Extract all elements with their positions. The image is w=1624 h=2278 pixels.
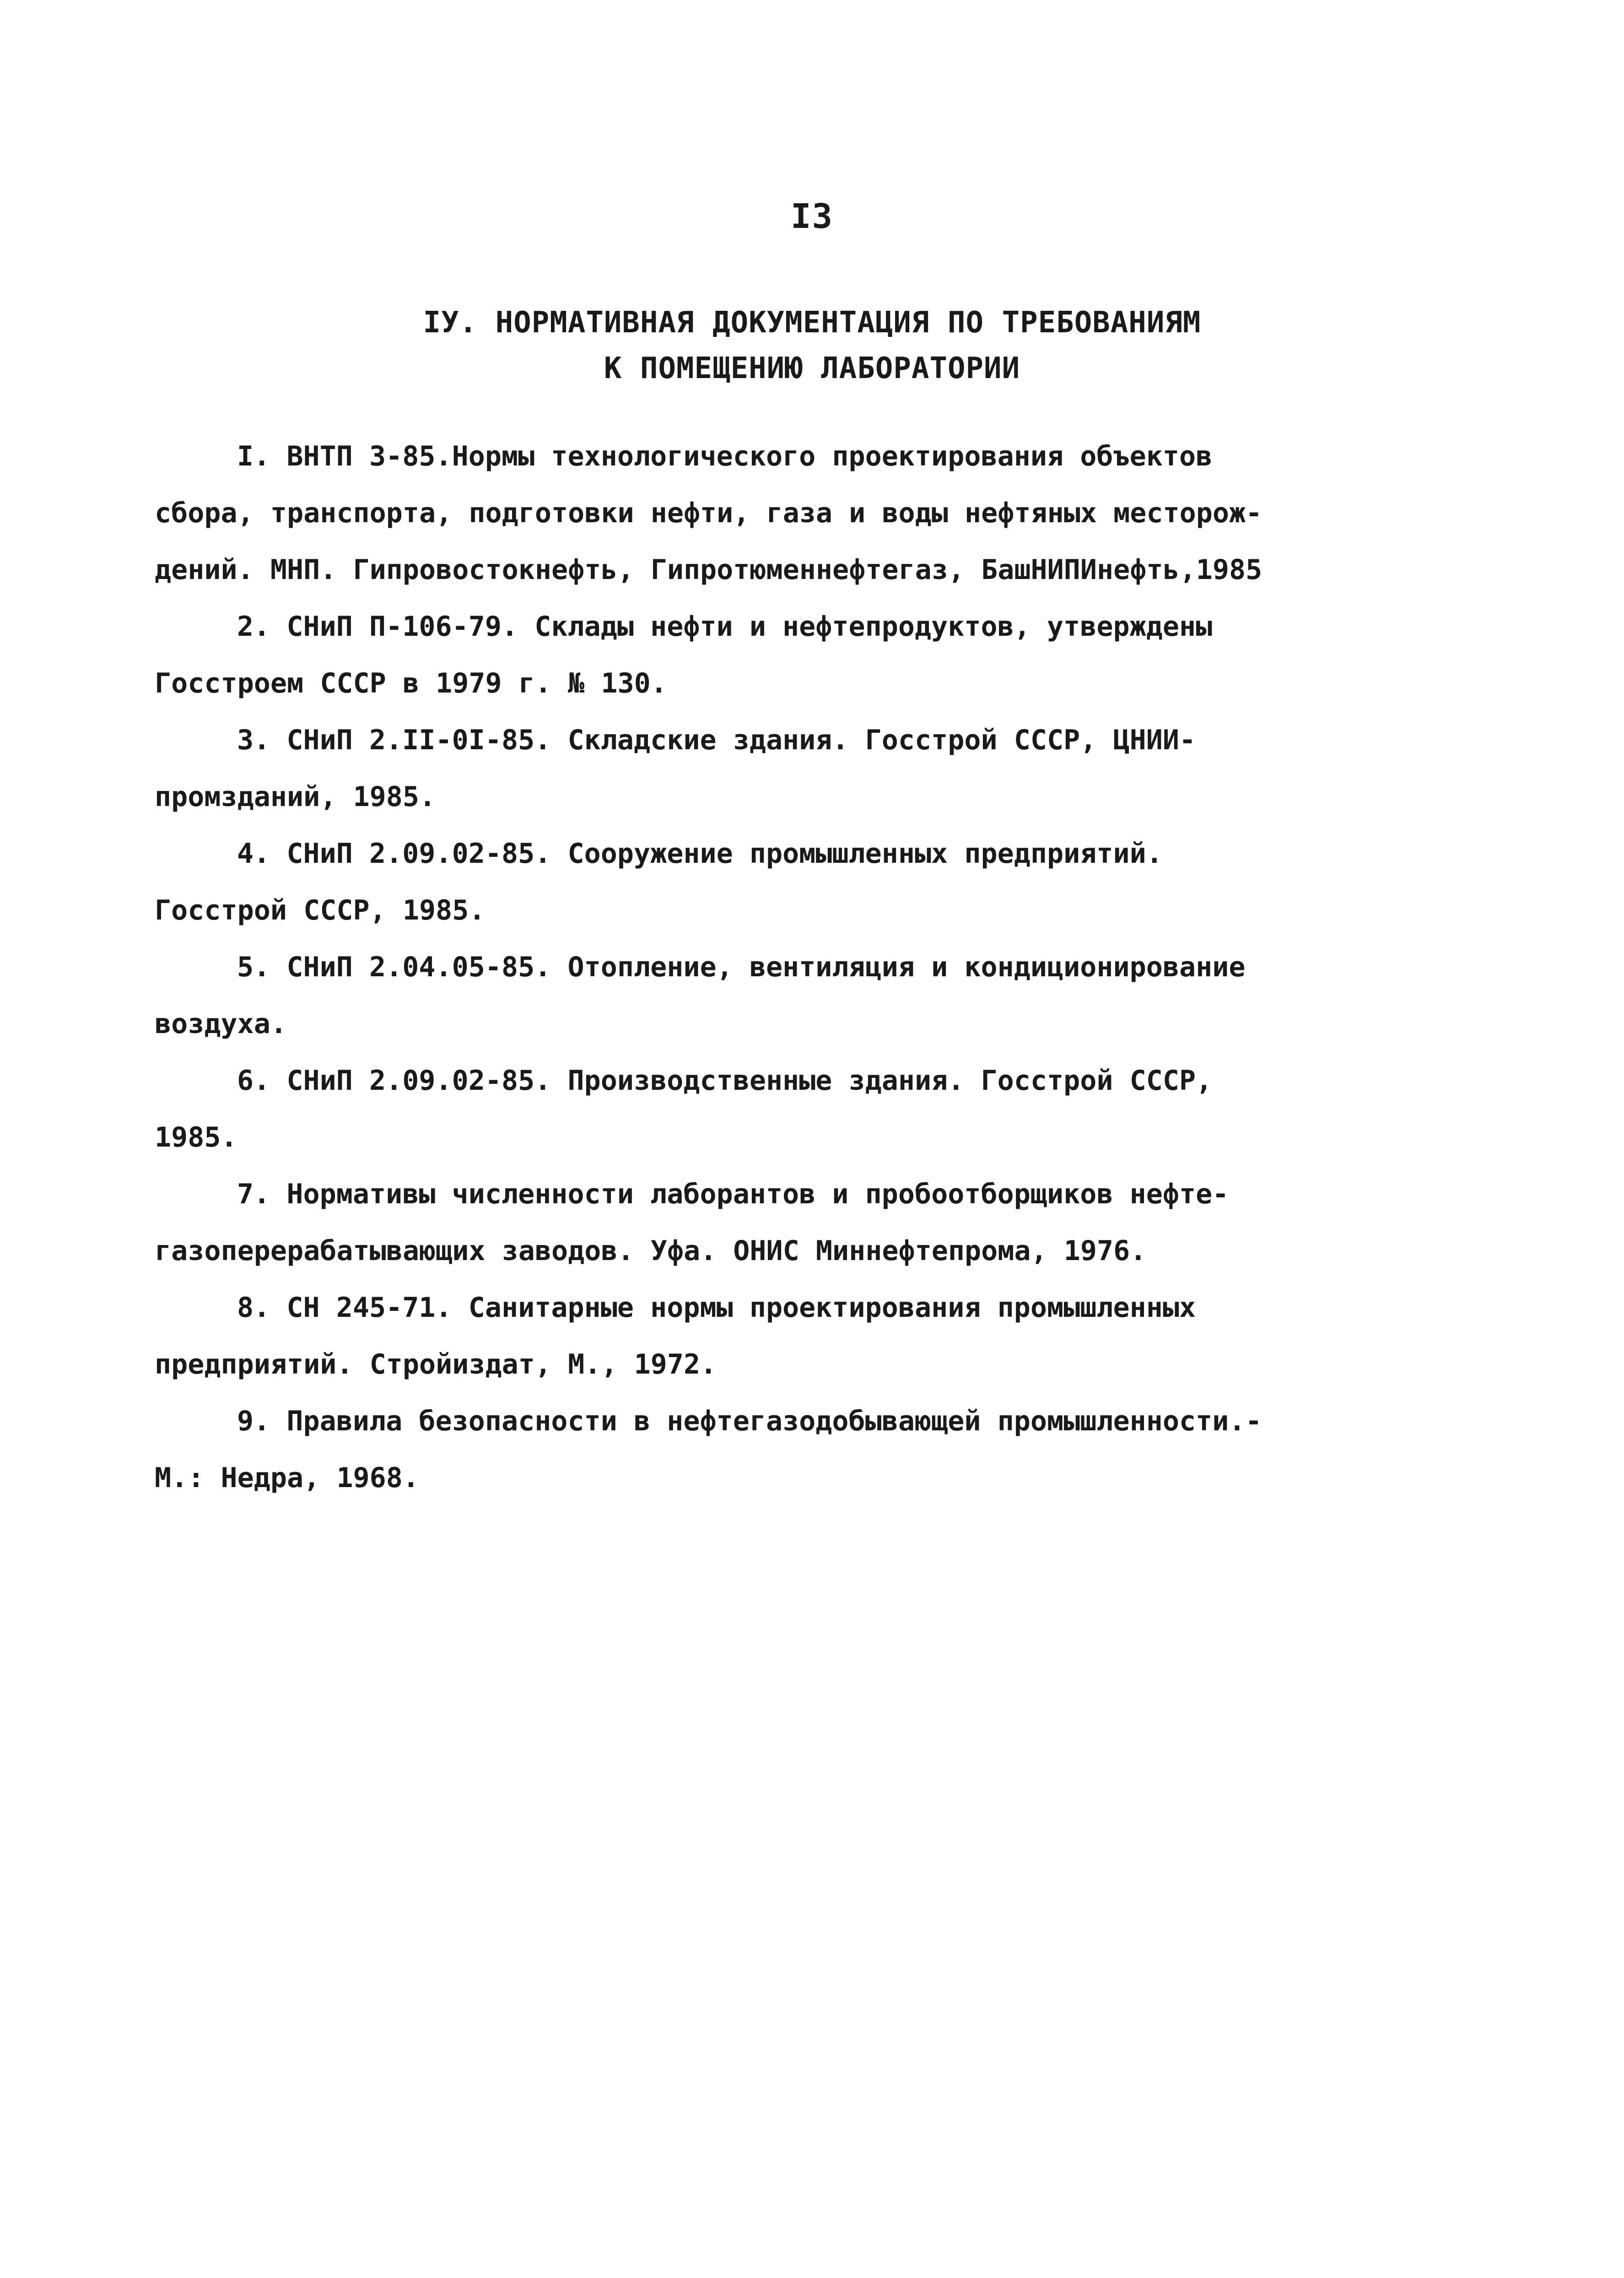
reference-line: I. ВНТП 3-85.Нормы технологического проектирования объектов bbox=[237, 440, 1213, 472]
section-title-line-2: К ПОМЕЩЕНИЮ ЛАБОРАТОРИИ bbox=[604, 352, 1020, 385]
reference-item-6 bbox=[155, 1052, 1363, 1166]
section-title-line-1: IУ. НОРМАТИВНАЯ ДОКУМЕНТАЦИЯ ПО ТРЕБОВАНИЯМ bbox=[423, 306, 1201, 340]
page-number: I3 bbox=[790, 197, 834, 236]
reference-line: 7. Нормативы численности лаборантов и пробоотборщиков нефте- bbox=[237, 1178, 1229, 1210]
references-list bbox=[155, 428, 1363, 1506]
reference-line: 8. СН 245-71. Санитарные нормы проектирования промышленных bbox=[237, 1292, 1196, 1324]
reference-item-2 bbox=[155, 598, 1363, 712]
reference-item-7 bbox=[155, 1166, 1363, 1279]
reference-line: Госстрой СССР, 1985. bbox=[155, 894, 486, 926]
reference-line: 3. СНиП 2.II-0I-85. Складские здания. Госстрой СССР, ЦНИИ- bbox=[237, 724, 1196, 756]
reference-line: предприятий. Стройиздат, М., 1972. bbox=[155, 1348, 717, 1380]
reference-line: сбора, транспорта, подготовки нефти, газа и воды нефтяных месторож- bbox=[155, 497, 1263, 529]
reference-line: 6. СНиП 2.09.02-85. Производственные здания. Госстрой СССР, bbox=[237, 1065, 1213, 1097]
reference-line: 5. СНиП 2.04.05-85. Отопление, вентиляция и кондиционирование bbox=[237, 951, 1246, 983]
reference-item-5 bbox=[155, 939, 1363, 1052]
reference-item-9 bbox=[155, 1393, 1363, 1506]
reference-item-1 bbox=[155, 428, 1363, 598]
reference-line: 1985. bbox=[155, 1121, 237, 1153]
reference-line: промзданий, 1985. bbox=[155, 781, 436, 813]
reference-line: 9. Правила безопасности в нефтегазодобывающей промышленности.- bbox=[237, 1405, 1262, 1437]
reference-line: воздуха. bbox=[155, 1008, 287, 1040]
reference-item-3 bbox=[155, 712, 1363, 825]
reference-item-8 bbox=[155, 1279, 1363, 1393]
reference-line: 2. СНиП П-106-79. Склады нефти и нефтепродуктов, утверждены bbox=[237, 611, 1213, 643]
section-title bbox=[0, 300, 1624, 391]
reference-line: М.: Недра, 1968. bbox=[155, 1462, 419, 1494]
reference-line: Госстроем СССР в 1979 г. № 130. bbox=[155, 667, 667, 699]
reference-line: 4. СНиП 2.09.02-85. Сооружение промышленных предприятий. bbox=[237, 838, 1163, 870]
reference-item-4 bbox=[155, 825, 1363, 939]
reference-line: газоперерабатывающих заводов. Уфа. ОНИС Миннефтепрома, 1976. bbox=[155, 1235, 1147, 1267]
reference-line: дений. МНП. Гипровостокнефть, Гипротюменнефтегаз, БашНИПИнефть,1985 bbox=[155, 554, 1263, 586]
